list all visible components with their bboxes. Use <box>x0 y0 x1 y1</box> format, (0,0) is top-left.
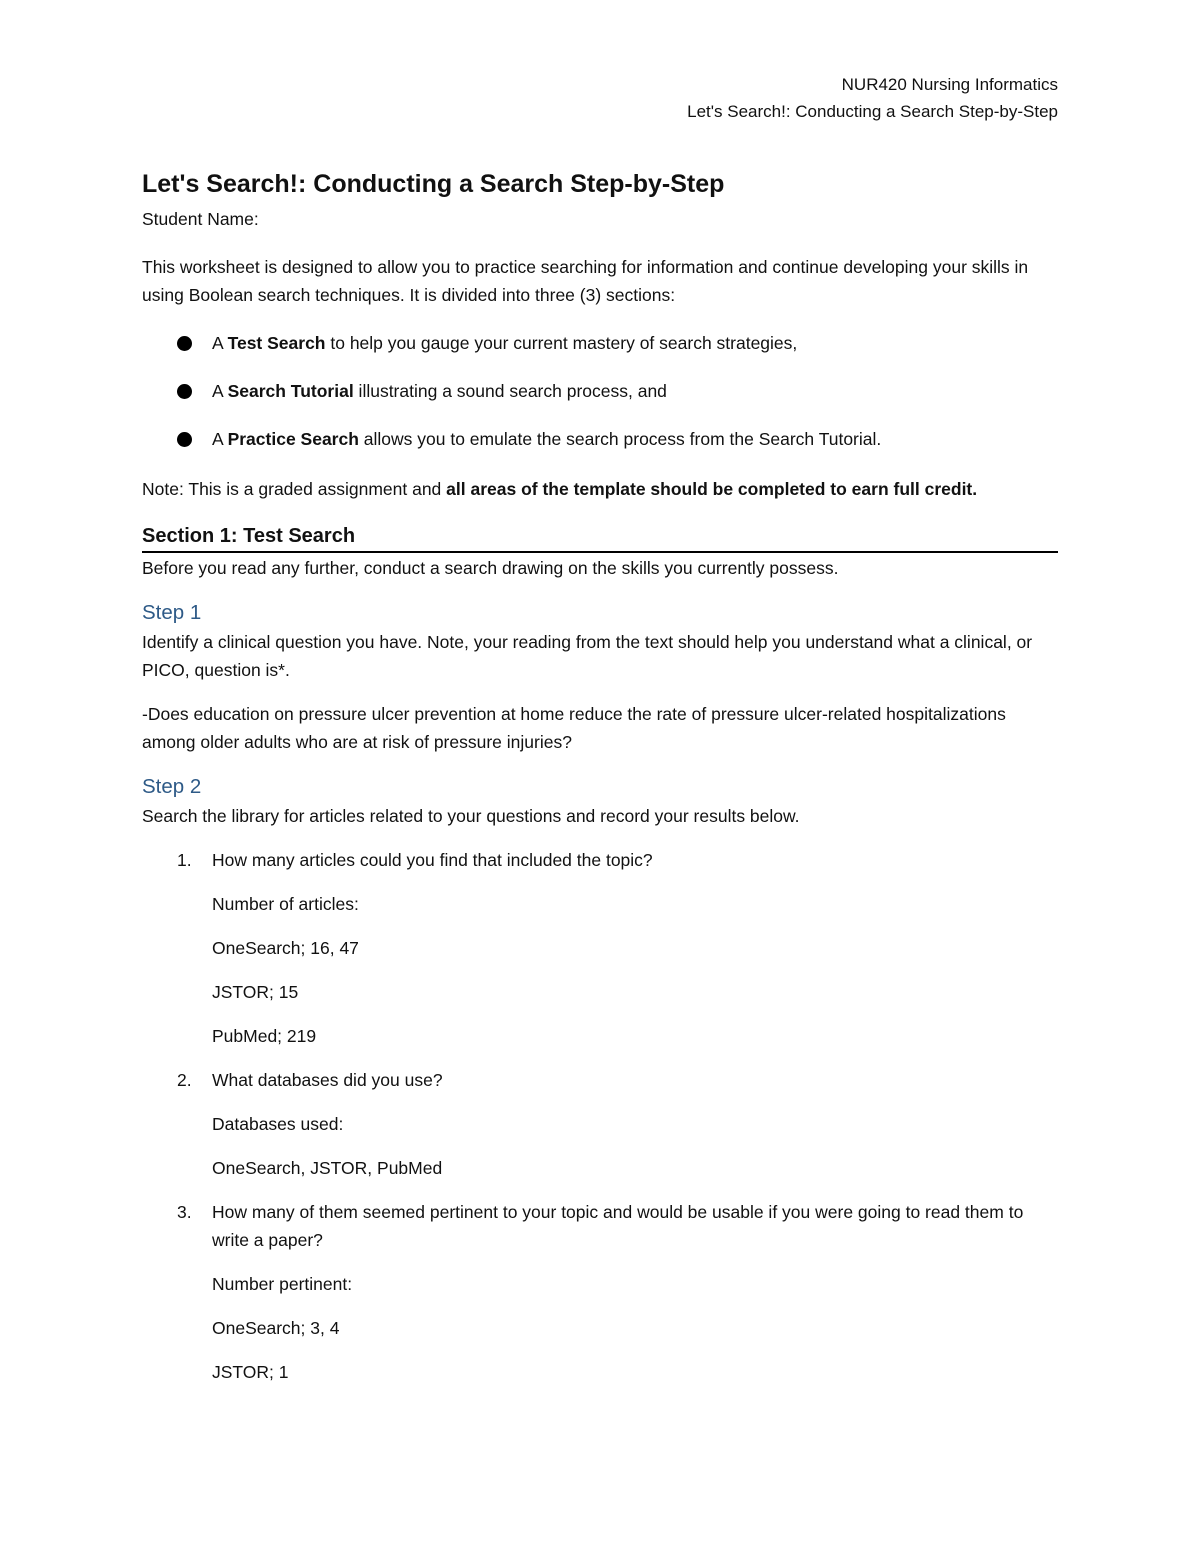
intro-paragraph: This worksheet is designed to allow you to practice searching for information and continue developing your skills in using Boolean search techniques. It is divided into three (3) sections: <box>142 257 1029 305</box>
bullet-icon <box>177 432 192 447</box>
section-description: Before you read any further, conduct a search drawing on the skills you currently possess. <box>142 558 839 578</box>
step-2-heading: Step 2 <box>142 775 202 798</box>
answer-line: OneSearch; 3, 4 <box>212 1318 340 1338</box>
question-text: How many of them seemed pertinent to your topic and would be usable if you were going to read them to write a paper? <box>212 1202 1024 1250</box>
step-1-answer: -Does education on pressure ulcer prevention at home reduce the rate of pressure ulcer-related hospitalizations among older adults who are at risk of pressure injuries? <box>142 704 1006 752</box>
question-text: What databases did you use? <box>212 1070 443 1090</box>
bullet-icon <box>177 384 192 399</box>
answer-line: Number pertinent: <box>212 1274 353 1294</box>
note-paragraph: Note: This is a graded assignment and all areas of the template should be completed to earn full credit. <box>142 479 978 499</box>
question-item <box>142 1198 1058 1386</box>
list-item: A Test Search to help you gauge your current mastery of search strategies, <box>142 329 1058 377</box>
section-heading: Section 1: Test Search <box>142 521 1058 553</box>
document-body <box>142 166 1058 1386</box>
page-title: Let's Search!: Conducting a Search Step-by-Step <box>142 170 725 198</box>
step-2-instruction: Search the library for articles related to your questions and record your results below. <box>142 806 800 826</box>
answer-line: JSTOR; 15 <box>212 982 299 1002</box>
list-item: A Practice Search allows you to emulate the search process from the Search Tutorial. <box>142 425 1058 473</box>
question-number: 1. <box>177 850 192 870</box>
bullet-bold: Test Search <box>227 333 326 353</box>
bullet-bold: Practice Search <box>227 429 359 449</box>
list-item: A Search Tutorial illustrating a sound search process, and <box>142 377 1058 425</box>
bullet-bold: Search Tutorial <box>227 381 354 401</box>
sections-list <box>142 329 1058 473</box>
bullet-icon <box>177 336 192 351</box>
step-1-instruction: Identify a clinical question you have. Note, your reading from the text should help you understand what a clinical, or PICO, question is*. <box>142 632 1033 680</box>
question-text: How many articles could you find that included the topic? <box>212 850 653 870</box>
question-number: 3. <box>177 1202 192 1222</box>
answer-line: PubMed; 219 <box>212 1026 317 1046</box>
answer-line: JSTOR; 1 <box>212 1362 289 1382</box>
question-number: 2. <box>177 1070 192 1090</box>
answer-line: OneSearch, JSTOR, PubMed <box>212 1158 443 1178</box>
question-item <box>142 1066 1058 1182</box>
header-course: NUR420 Nursing Informatics <box>841 75 1058 94</box>
header-doc-title: Let's Search!: Conducting a Search Step-by-Step <box>687 102 1058 121</box>
answer-line: Number of articles: <box>212 894 359 914</box>
question-item <box>142 846 1058 1050</box>
answer-line: OneSearch; 16, 47 <box>212 938 359 958</box>
student-name-label: Student Name: <box>142 209 259 229</box>
step-1-heading: Step 1 <box>142 601 202 624</box>
answer-line: Databases used: <box>212 1114 344 1134</box>
questions-list <box>142 846 1058 1386</box>
note-emphasis: all areas of the template should be completed to earn full credit. <box>446 479 978 499</box>
